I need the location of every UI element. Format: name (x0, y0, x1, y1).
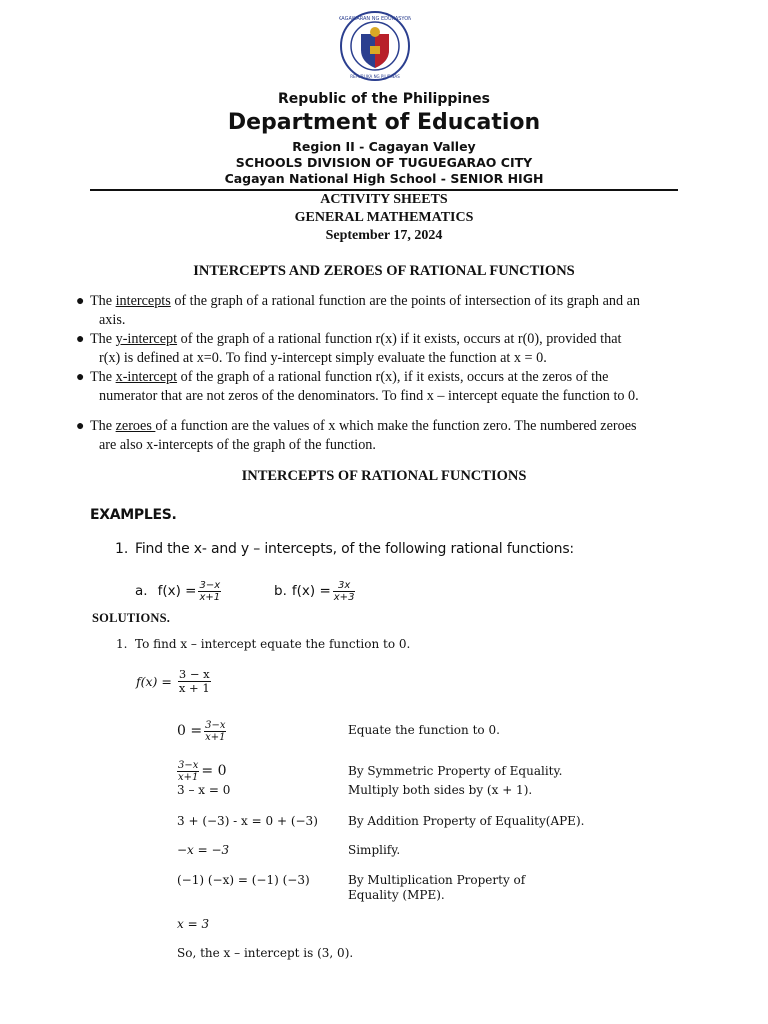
sheet-subject: GENERAL MATHEMATICS (294, 210, 474, 225)
step-2-reason: By Symmetric Property of Equality. (348, 764, 563, 778)
sheet-date: September 17, 2024 (325, 228, 443, 243)
department-title: Department of Education (227, 110, 541, 135)
example-b-label: b. (274, 583, 287, 599)
division-label: SCHOOLS DIVISION OF TUGUEGARAO CITY (235, 155, 533, 170)
bullet-text: of the graph of a rational function are the points of intersection of its graph and an (170, 293, 640, 309)
step-3-equation: 3 – x = 0 (177, 783, 231, 797)
seal-text-top: KAGAWARAN NG EDUKASYON (339, 16, 411, 22)
conclusion: So, the x – intercept is (3, 0). (177, 946, 354, 960)
example-a-label: a. (135, 583, 148, 599)
example-a-func: f(x) = (157, 583, 197, 599)
solutions-heading: SOLUTIONS. (92, 611, 171, 625)
example-a-fraction: $\frac{3-x}{x+1}$ (199, 579, 221, 603)
deped-seal-icon (339, 10, 411, 82)
step-7-equation: x = 3 (177, 917, 210, 931)
step-5-reason: Simplify. (348, 843, 401, 857)
bullet-term: intercepts (115, 293, 171, 309)
bullet-continuation: axis. (99, 312, 126, 328)
sheet-type: ACTIVITY SHEETS (320, 192, 448, 207)
function-definition (136, 665, 213, 697)
list-item (76, 330, 678, 368)
bullet-term: x-intercept (115, 369, 178, 385)
bullet-term: zeroes (115, 418, 156, 434)
bullet-text: of a function are the values of x which make the function zero. The numbered zeroes (155, 418, 637, 434)
step-2-equation: $\frac{3-x}{x+1}$ = 0 (178, 759, 227, 783)
example-b-func: f(x) = (291, 583, 331, 599)
region-label: Region II - Cagayan Valley (292, 139, 476, 154)
bullet-icon: ● (76, 332, 85, 347)
bullet-continuation: r(x) is defined at x=0. To find y-intercept simply evaluate the function at x = 0. (99, 350, 547, 366)
step-5-equation: −x = −3 (177, 843, 230, 857)
definition-list (76, 292, 678, 455)
bullet-icon: ● (76, 419, 85, 434)
step-1-reason: Equate the function to 0. (348, 723, 500, 737)
step-1-equation: 0 = $\frac{3-x}{x+1}$ (177, 719, 226, 743)
bullet-text: of the graph of a rational function r(x), if it exists, occurs at the zeros of the (177, 369, 609, 385)
list-item (76, 368, 678, 406)
republic-label: Republic of the Philippines (278, 91, 490, 107)
deped-seal (339, 10, 411, 82)
seal-text-bottom: REPUBLIKA NG PILIPINAS (350, 74, 400, 79)
bullet-text: The (90, 331, 116, 347)
list-item (76, 417, 678, 455)
bullet-continuation: are also x-intercepts of the graph of the function. (99, 437, 376, 453)
step-6-reason: By Multiplication Property of Equality (MPE). (348, 873, 526, 902)
bullet-text: The (90, 418, 116, 434)
step-4-equation: 3 + (−3) - x = 0 + (−3) (177, 814, 318, 828)
example-b (274, 576, 357, 606)
bullet-text: of the graph of a rational function r(x) if it exists, occurs at r(0), provided that (177, 331, 622, 347)
example-1-number: 1. (115, 541, 129, 557)
example-a (135, 576, 223, 606)
examples-heading: EXAMPLES. (90, 507, 177, 523)
school-label: Cagayan National High School - SENIOR HIGH (224, 171, 544, 186)
solution-1-number: 1. (116, 637, 128, 651)
step-3-reason: Multiply both sides by (x + 1). (348, 783, 533, 797)
solution-1-text: To find x – intercept equate the function to 0. (135, 637, 411, 651)
bullet-icon: ● (76, 294, 85, 309)
example-1-text: Find the x- and y – intercepts, of the following rational functions: (135, 541, 574, 557)
function-fraction: $\frac{3 - x}{x + 1}$ (178, 666, 210, 695)
section-title: INTERCEPTS OF RATIONAL FUNCTIONS (241, 468, 527, 484)
bullet-icon: ● (76, 370, 85, 385)
bullet-text: The (90, 293, 116, 309)
bullet-term: y-intercept (115, 331, 178, 347)
list-item (76, 292, 678, 330)
step-6-equation: (−1) (−x) = (−1) (−3) (177, 873, 310, 887)
bullet-text: The (90, 369, 116, 385)
step-4-reason: By Addition Property of Equality(APE). (348, 814, 585, 828)
page-title: INTERCEPTS AND ZEROES OF RATIONAL FUNCTIONS (193, 263, 575, 279)
example-b-fraction: $\frac{3x}{x+3}$ (333, 579, 355, 603)
header-divider (90, 189, 678, 191)
function-lhs: f(x) = (136, 673, 172, 689)
bullet-continuation: numerator that are not zeros of the denominators. To find x – intercept equate the function to 0. (99, 388, 639, 404)
